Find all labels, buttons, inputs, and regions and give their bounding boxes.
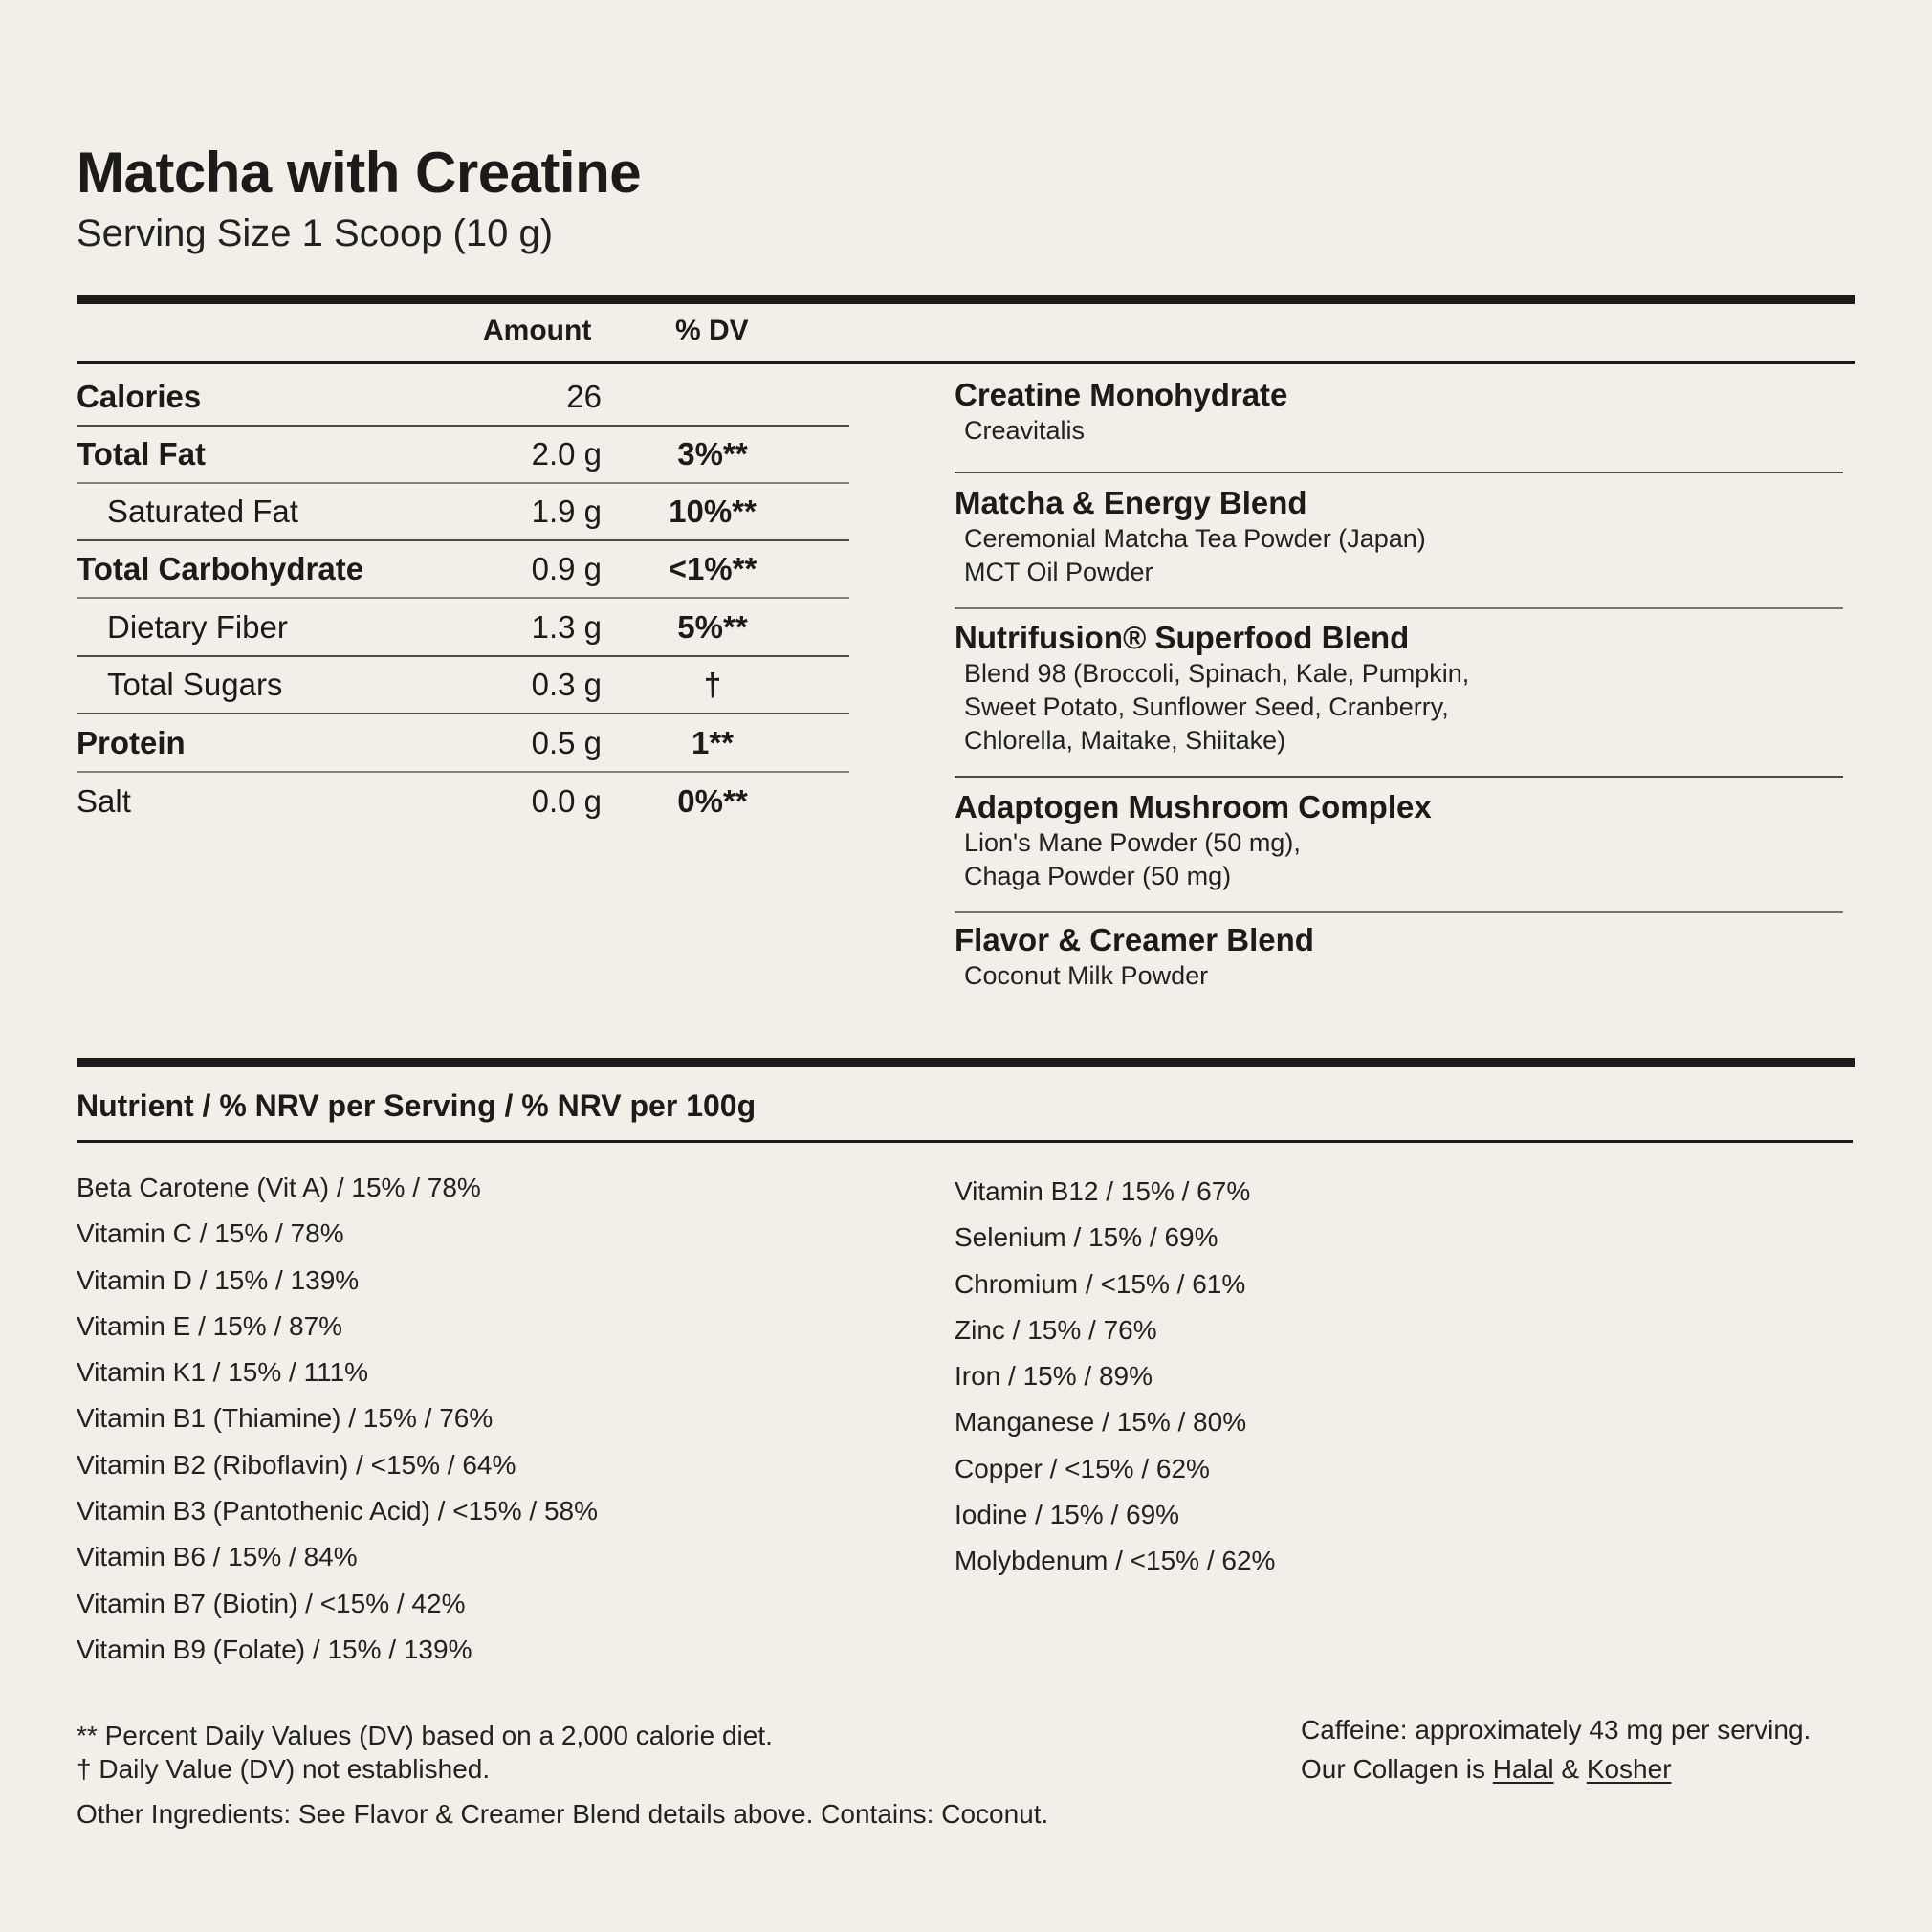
top-thick-rule bbox=[77, 295, 1855, 304]
footnote-dv: ** Percent Daily Values (DV) based on a 2,000 calorie diet. bbox=[77, 1721, 773, 1750]
nrv-list-left bbox=[77, 1165, 598, 1673]
ingredient-heading: Flavor & Creamer Blend bbox=[955, 922, 1314, 957]
row-amount: 0.3 g bbox=[531, 667, 602, 702]
table-row-salt bbox=[77, 773, 849, 830]
ingredient-line: Chaga Powder (50 mg) bbox=[964, 862, 1232, 890]
nrv-item: Vitamin B1 (Thiamine) / 15% / 76% bbox=[77, 1403, 494, 1434]
row-amount: 0.0 g bbox=[531, 783, 602, 819]
row-amount: 1.3 g bbox=[531, 609, 602, 645]
row-label: Protein bbox=[77, 725, 186, 760]
header-rule bbox=[77, 361, 1855, 364]
certification-prefix: Our Collagen is bbox=[1301, 1754, 1493, 1784]
caffeine-note: Caffeine: approximately 43 mg per serving. bbox=[1301, 1715, 1811, 1745]
ingredient-line: Sweet Potato, Sunflower Seed, Cranberry, bbox=[964, 692, 1449, 721]
row-amount: 26 bbox=[566, 379, 602, 414]
row-dv: 5%** bbox=[677, 609, 748, 645]
row-dv: 3%** bbox=[677, 436, 748, 472]
nrv-item: Vitamin B7 (Biotin) / <15% / 42% bbox=[77, 1588, 466, 1618]
ingredient-line: MCT Oil Powder bbox=[964, 558, 1153, 586]
ingredient-line: Blend 98 (Broccoli, Spinach, Kale, Pumpkin, bbox=[964, 659, 1470, 688]
nrv-item: Chromium / <15% / 61% bbox=[955, 1268, 1246, 1299]
nrv-item: Selenium / 15% / 69% bbox=[955, 1222, 1218, 1253]
nrv-item: Beta Carotene (Vit A) / 15% / 78% bbox=[77, 1173, 481, 1202]
nrv-item: Iron / 15% / 89% bbox=[955, 1361, 1153, 1392]
row-label: Saturated Fat bbox=[107, 494, 298, 529]
ingredient-heading: Matcha & Energy Blend bbox=[955, 485, 1307, 520]
nrv-item: Manganese / 15% / 80% bbox=[955, 1407, 1247, 1438]
nrv-header-rule bbox=[77, 1140, 1853, 1143]
column-header-dv: % DV bbox=[675, 315, 749, 346]
ingredient-heading: Adaptogen Mushroom Complex bbox=[955, 789, 1432, 824]
footnote-dagger: † Daily Value (DV) not established. bbox=[77, 1754, 491, 1784]
table-row-protein bbox=[77, 714, 849, 772]
column-header-amount: Amount bbox=[483, 315, 592, 346]
ingredient-divider bbox=[955, 472, 1843, 473]
nrv-item: Zinc / 15% / 76% bbox=[955, 1314, 1157, 1345]
row-label: Total Fat bbox=[77, 436, 207, 472]
nrv-item: Vitamin K1 / 15% / 111% bbox=[77, 1357, 369, 1388]
row-amount: 0.5 g bbox=[531, 725, 602, 760]
nrv-item: Iodine / 15% / 69% bbox=[955, 1500, 1180, 1530]
row-label: Salt bbox=[77, 783, 131, 819]
table-row-saturated-fat bbox=[77, 483, 849, 540]
row-dv: 0%** bbox=[677, 783, 748, 819]
nrv-item: Vitamin B3 (Pantothenic Acid) / <15% / 58% bbox=[77, 1496, 599, 1526]
table-row-calories bbox=[77, 368, 849, 426]
nrv-item: Vitamin D / 15% / 139% bbox=[77, 1264, 360, 1295]
nrv-item: Vitamin B9 (Folate) / 15% / 139% bbox=[77, 1634, 472, 1664]
nrv-item: Vitamin B6 / 15% / 84% bbox=[77, 1542, 358, 1572]
ingredient-heading: Creatine Monohydrate bbox=[955, 377, 1288, 412]
table-row-dietary-fiber bbox=[77, 599, 849, 656]
row-dv: 1** bbox=[691, 725, 735, 760]
row-amount: 0.9 g bbox=[531, 551, 602, 586]
nrv-item: Vitamin B2 (Riboflavin) / <15% / 64% bbox=[77, 1449, 516, 1480]
nrv-item: Copper / <15% / 62% bbox=[955, 1453, 1210, 1483]
ingredient-divider bbox=[955, 911, 1843, 913]
ingredient-block-nutrifusion bbox=[955, 619, 1843, 757]
nrv-item: Molybdenum / <15% / 62% bbox=[955, 1546, 1276, 1576]
other-ingredients: Other Ingredients: See Flavor & Creamer Blend details above. Contains: Coconut. bbox=[77, 1799, 1049, 1829]
row-amount: 1.9 g bbox=[531, 494, 602, 529]
ingredient-line: Ceremonial Matcha Tea Powder (Japan) bbox=[964, 524, 1426, 553]
ingredient-block-adaptogen bbox=[955, 788, 1843, 893]
ingredient-divider bbox=[955, 776, 1843, 778]
serving-size: Serving Size 1 Scoop (10 g) bbox=[77, 212, 554, 254]
certification-note bbox=[1301, 1752, 1672, 1786]
ingredient-block-matcha-energy bbox=[955, 484, 1843, 589]
row-dv: † bbox=[703, 667, 722, 702]
nrv-item: Vitamin B12 / 15% / 67% bbox=[955, 1176, 1251, 1206]
ingredient-block-creatine bbox=[955, 376, 1843, 448]
ingredient-heading: Nutrifusion® Superfood Blend bbox=[955, 620, 1410, 655]
row-label: Calories bbox=[77, 379, 202, 414]
nrv-header: Nutrient / % NRV per Serving / % NRV per 100g bbox=[77, 1088, 757, 1123]
nrv-item: Vitamin C / 15% / 78% bbox=[77, 1218, 344, 1249]
certification-ampersand: & bbox=[1553, 1754, 1587, 1784]
ingredient-line: Lion's Mane Powder (50 mg), bbox=[964, 828, 1301, 857]
halal-link[interactable]: Halal bbox=[1492, 1754, 1554, 1784]
ingredient-line: Creavitalis bbox=[964, 416, 1086, 445]
table-row-total-sugars bbox=[77, 656, 849, 714]
ingredient-line: Chlorella, Maitake, Shiitake) bbox=[964, 726, 1286, 755]
row-label: Total Sugars bbox=[107, 667, 283, 702]
row-label: Total Carbohydrate bbox=[77, 551, 364, 586]
row-label: Dietary Fiber bbox=[107, 609, 288, 645]
ingredient-line: Coconut Milk Powder bbox=[964, 961, 1209, 990]
row-amount: 2.0 g bbox=[531, 436, 602, 472]
nrv-thick-rule bbox=[77, 1058, 1855, 1067]
table-row-total-fat bbox=[77, 426, 849, 483]
row-dv: 10%** bbox=[669, 494, 757, 529]
nrv-list-right bbox=[955, 1169, 1275, 1585]
product-title: Matcha with Creatine bbox=[77, 141, 642, 205]
table-row-total-carbohydrate bbox=[77, 540, 849, 598]
ingredient-block-flavor-creamer bbox=[955, 921, 1843, 993]
nrv-item: Vitamin E / 15% / 87% bbox=[77, 1310, 343, 1341]
kosher-link[interactable]: Kosher bbox=[1586, 1754, 1672, 1784]
row-dv: <1%** bbox=[668, 551, 757, 586]
ingredient-divider bbox=[955, 607, 1843, 609]
